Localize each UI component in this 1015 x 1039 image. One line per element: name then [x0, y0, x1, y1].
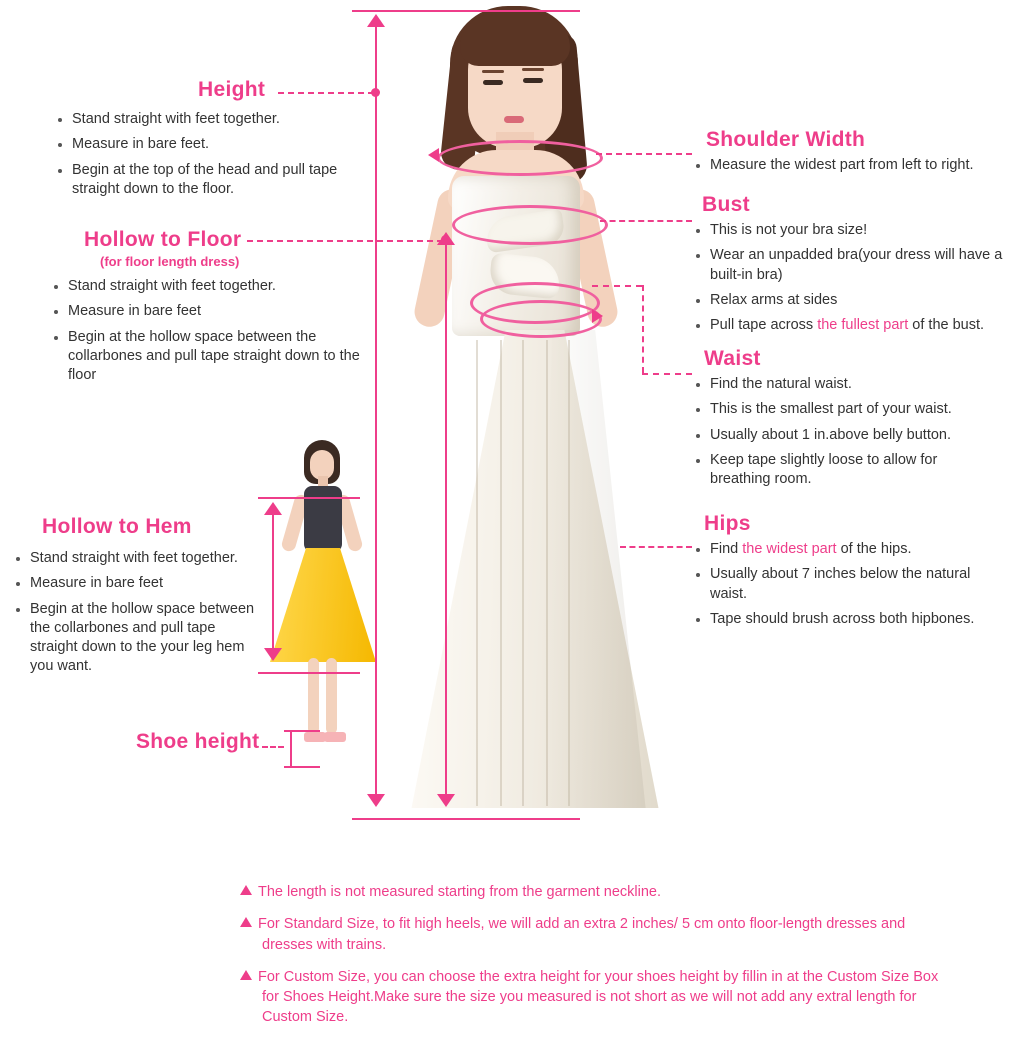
list-item: Begin at the hollow space between the collarbones and pull tape straight down to the your leg hem you want. [14, 600, 264, 677]
list-item: Wear an unpadded bra(your dress will have a built-in bra) [694, 246, 1012, 285]
waist-list [694, 375, 994, 489]
hollow-to-floor-title: Hollow to Floor [84, 228, 242, 251]
hips-block [694, 512, 1004, 635]
model-brow-right [522, 68, 544, 71]
height-title: Height [198, 78, 266, 101]
height-block [56, 78, 368, 205]
list-item: Measure the widest part from left to right. [694, 156, 1006, 175]
hips-title: Hips [704, 512, 751, 535]
mini-model-leg-right [326, 658, 337, 734]
list-item: Measure in bare feet [14, 574, 264, 593]
height-list [56, 110, 368, 199]
height-bottom-line [352, 818, 580, 820]
bust-tape [452, 205, 608, 245]
list-item: This is not your bra size! [694, 221, 1012, 240]
hollow-to-hem-list [14, 549, 264, 677]
list-item: Stand straight with feet together. [52, 277, 374, 296]
shoulder-arrow-left [428, 148, 439, 162]
mini-model-shoe-right [324, 732, 346, 742]
hips-tape [480, 300, 602, 338]
dress-pleat [522, 340, 524, 806]
model-lips [504, 116, 524, 123]
footnote-2 [240, 914, 940, 955]
hips-list [694, 540, 1004, 629]
shoulder-width-title: Shoulder Width [706, 128, 866, 151]
hips-highlight: the widest part [742, 541, 837, 557]
shoulder-width-block [694, 128, 1006, 181]
shoe-height-title: Shoe height [136, 730, 260, 753]
list-item: Keep tape slightly loose to allow for breathing room. [694, 451, 994, 490]
footnote-1 [240, 882, 940, 902]
model-illustration [390, 0, 680, 820]
hollow-to-hem-arrow-bottom [264, 648, 282, 661]
hollow-to-hem-title: Hollow to Hem [42, 515, 192, 538]
warning-triangle-icon [240, 885, 252, 895]
shoe-height-measure-line [290, 730, 292, 766]
list-item: Usually about 7 inches below the natural waist. [694, 565, 1004, 604]
footnote-3 [240, 967, 940, 1028]
mini-model-leg-left [308, 658, 319, 734]
mini-model-illustration [262, 440, 382, 770]
hollow-to-hem-block [14, 515, 264, 683]
bust-list [694, 221, 1012, 335]
dress-pleat [568, 340, 570, 806]
hollow-to-hem-top-line [258, 497, 360, 499]
warning-triangle-icon [240, 917, 252, 927]
list-item: Stand straight with feet together. [56, 110, 368, 129]
footnote-3-text: For Custom Size, you can choose the extra height for your shoes height by fillin in at the Custom Size Box for Shoes Height.Make sure the size you measured is not short as we will not add any extral length for Custom Size. [258, 968, 939, 1026]
list-item: Usually about 1 in.above belly button. [694, 426, 994, 445]
waist-title: Waist [704, 347, 761, 370]
waist-leader-line-h [592, 285, 642, 287]
list-item-bust-fullest: Pull tape across the fullest part of the bust. [694, 316, 1012, 335]
shoe-height-leader-line [262, 746, 284, 748]
list-item: Find the natural waist. [694, 375, 994, 394]
model-brow-left [482, 70, 504, 73]
shoulder-width-list [694, 156, 1006, 175]
hollow-to-hem-bottom-line [258, 672, 360, 674]
list-item: Measure in bare feet. [56, 135, 368, 154]
list-item: Begin at the top of the head and pull tape straight down to the floor. [56, 161, 368, 200]
list-item: Tape should brush across both hipbones. [694, 610, 1004, 629]
bust-block [694, 193, 1012, 341]
list-item: Measure in bare feet [52, 302, 374, 321]
mini-model-skirt [270, 548, 376, 662]
hips-arrow-right [592, 309, 603, 323]
height-measure-line [375, 24, 377, 796]
shoulder-leader-line [596, 153, 692, 155]
bust-leader-line [600, 220, 692, 222]
mini-model-shoe-left [304, 732, 326, 742]
dress-pleat [546, 340, 548, 806]
hollow-to-floor-measure-line [445, 244, 447, 796]
model-eye-right [523, 78, 543, 83]
bust-highlight: the fullest part [817, 317, 909, 334]
list-item: Stand straight with feet together. [14, 549, 264, 568]
footnote-1-text: The length is not measured starting from the garment neckline. [258, 884, 661, 900]
hips-leader-line [620, 546, 692, 548]
shoulder-tape [437, 140, 603, 176]
hollow-to-floor-list [52, 277, 374, 385]
model-hair-front [460, 14, 570, 66]
height-top-line [352, 10, 580, 12]
list-item: Begin at the hollow space between the collarbones and pull tape straight down to the floor [52, 328, 374, 386]
dress-pleat [500, 340, 502, 806]
dress-pleat [476, 340, 478, 806]
mini-model-bodice [304, 486, 342, 552]
waist-block [694, 347, 994, 495]
warning-triangle-icon [240, 970, 252, 980]
hollow-to-floor-block [44, 228, 374, 391]
hollow-to-floor-arrow-bottom [437, 794, 455, 807]
waist-leader-line-v [642, 285, 644, 373]
footnotes [240, 882, 940, 1028]
model-eye-left [483, 80, 503, 85]
shoe-height-bottom-line [284, 766, 320, 768]
hollow-to-floor-subtitle: (for floor length dress) [100, 254, 240, 269]
height-arrow-bottom [367, 794, 385, 807]
bust-title: Bust [702, 193, 750, 216]
list-item-hips-widest: Find the widest part of the hips. [694, 540, 1004, 559]
hollow-to-hem-measure-line [272, 512, 274, 650]
waist-leader-line-h2 [642, 373, 692, 375]
footnote-2-text: For Standard Size, to fit high heels, we will add an extra 2 inches/ 5 cm onto floor-length dresses and dresses with trains. [258, 916, 906, 953]
list-item: This is the smallest part of your waist. [694, 400, 994, 419]
list-item: Relax arms at sides [694, 291, 1012, 310]
